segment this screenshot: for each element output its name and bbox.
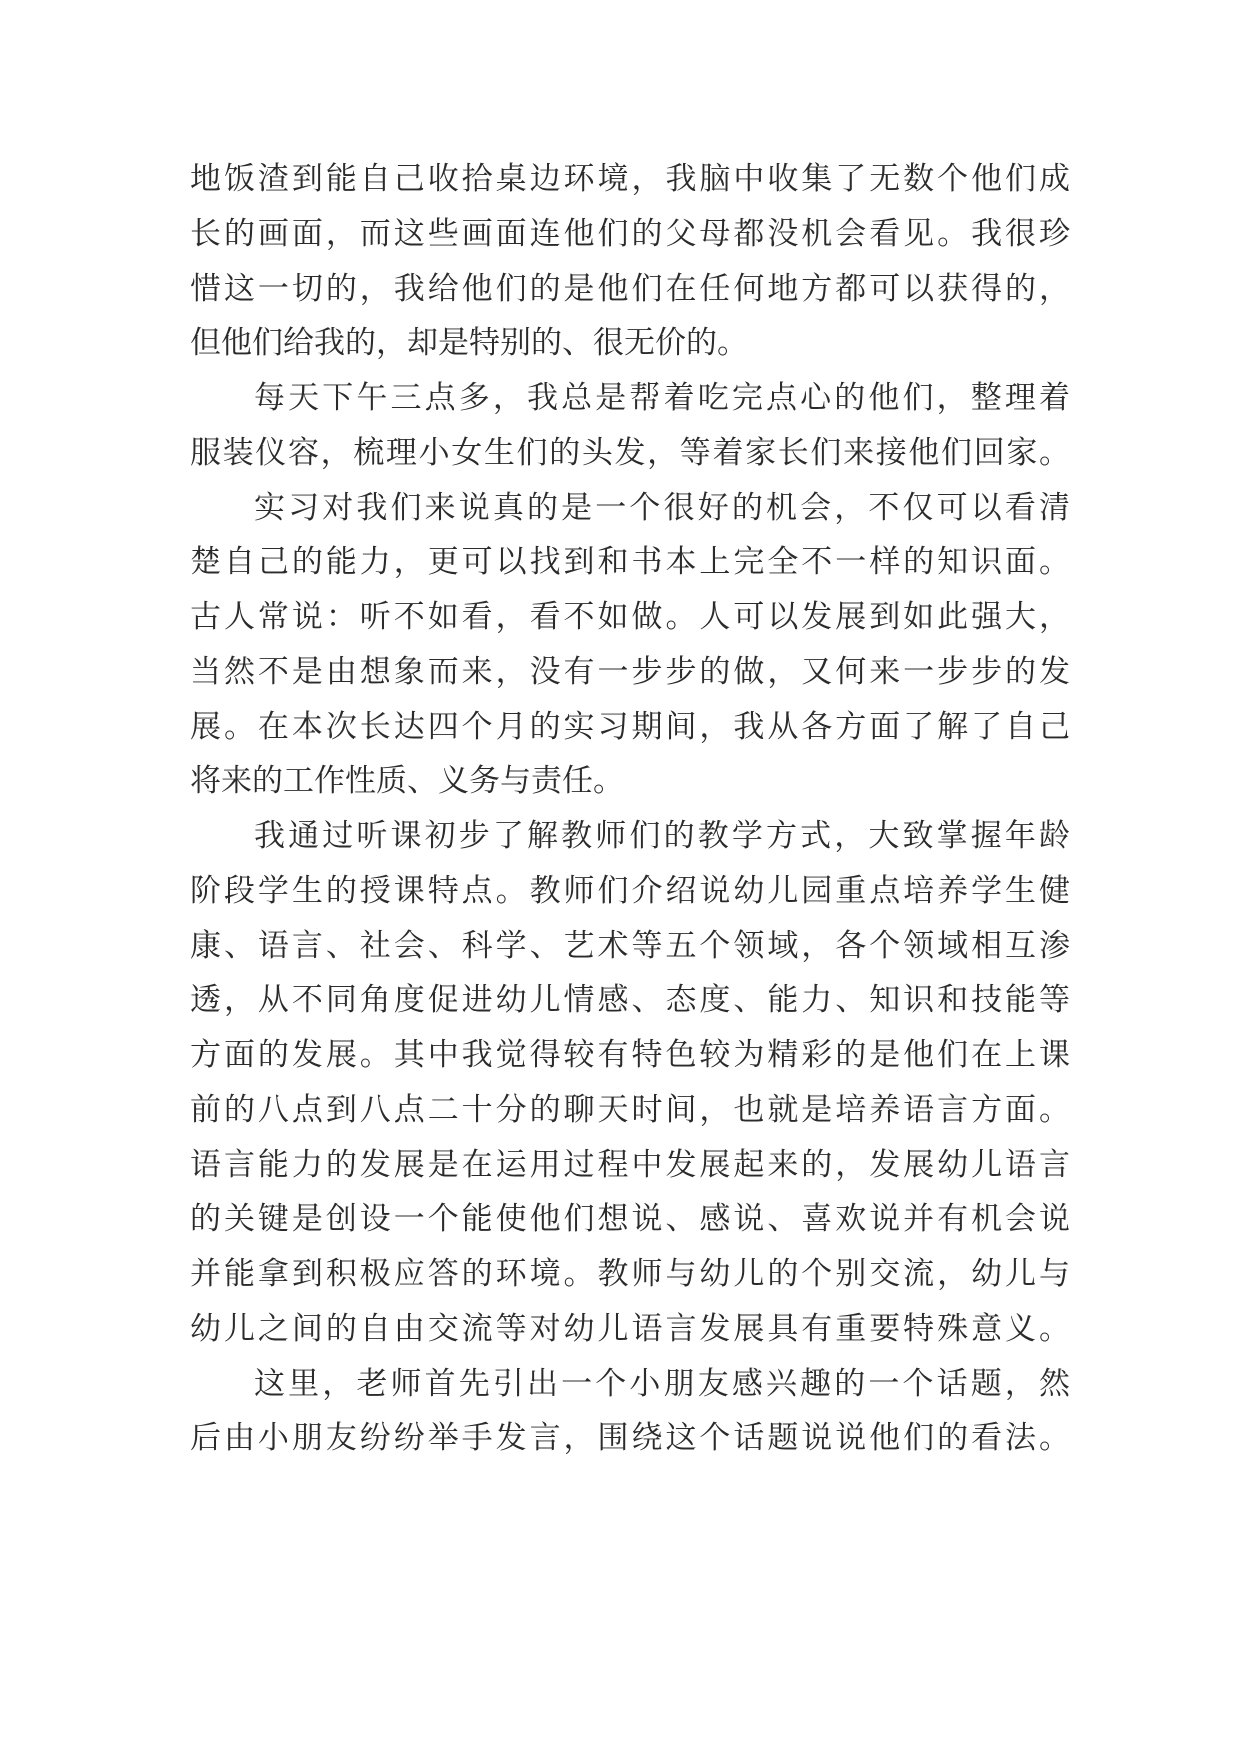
text-line: 后由小朋友纷纷举手发言，围绕这个话题说说他们的看法。 xyxy=(190,1420,1070,1457)
text-line: 语言能力的发展是在运用过程中发展起来的，发展幼儿语言 xyxy=(190,1146,1070,1183)
text-line: 展。在本次长达四个月的实习期间，我从各方面了解了自己 xyxy=(190,708,1070,745)
text-line: 阶段学生的授课特点。教师们介绍说幼儿园重点培养学生健 xyxy=(190,872,1070,909)
text-line: 并能拿到积极应答的环境。教师与幼儿的个别交流，幼儿与 xyxy=(190,1256,1070,1292)
text-line: 但他们给我的，却是特别的、很无价的。 xyxy=(190,325,748,362)
text-line: 长的画面，而这些画面连他们的父母都没机会看见。我很珍 xyxy=(190,215,1070,252)
text-line: 每天下午三点多，我总是帮着吃完点心的他们，整理着 xyxy=(254,380,1070,416)
text-line: 地饭渣到能自己收拾桌边环境，我脑中收集了无数个他们成 xyxy=(190,161,1070,197)
text-line: 实习对我们来说真的是一个很好的机会，不仅可以看清 xyxy=(254,489,1070,526)
text-line: 前的八点到八点二十分的聊天时间，也就是培养语言方面。 xyxy=(190,1091,1070,1128)
text-line: 古人常说：听不如看，看不如做。人可以发展到如此强大， xyxy=(190,599,1070,635)
text-line: 这里，老师首先引出一个小朋友感兴趣的一个话题，然 xyxy=(254,1365,1070,1402)
text-line: 方面的发展。其中我觉得较有特色较为精彩的是他们在上课 xyxy=(190,1037,1070,1073)
text-line: 楚自己的能力，更可以找到和书本上完全不一样的知识面。 xyxy=(190,544,1070,581)
text-line: 当然不是由想象而来，没有一步步的做，又何来一步步的发 xyxy=(190,653,1070,690)
text-line: 将来的工作性质、义务与责任。 xyxy=(190,763,624,800)
text-line: 服装仪容，梳理小女生们的头发，等着家长们来接他们回家。 xyxy=(190,434,1070,471)
text-line: 的关键是创设一个能使他们想说、感说、喜欢说并有机会说 xyxy=(190,1201,1070,1238)
text-line: 透，从不同角度促进幼儿情感、态度、能力、知识和技能等 xyxy=(190,982,1070,1019)
document-body xyxy=(190,152,1070,1466)
text-line: 我通过听课初步了解教师们的教学方式，大致掌握年龄 xyxy=(254,818,1070,854)
text-line: 惜这一切的，我给他们的是他们在任何地方都可以获得的， xyxy=(190,270,1070,307)
text-line: 幼儿之间的自由交流等对幼儿语言发展具有重要特殊意义。 xyxy=(190,1310,1070,1347)
text-line: 康、语言、社会、科学、艺术等五个领域，各个领域相互渗 xyxy=(190,927,1070,964)
